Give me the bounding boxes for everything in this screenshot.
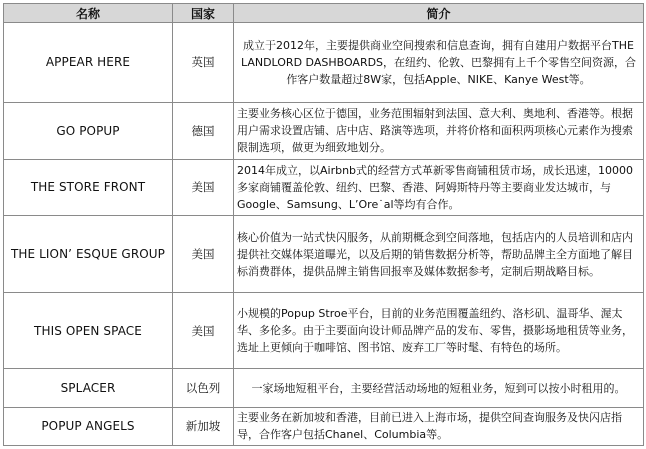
company-country: 德国 [173, 102, 234, 159]
company-name: THE STORE FRONT [4, 159, 173, 216]
company-country: 以色列 [173, 369, 234, 407]
company-country: 美国 [173, 216, 234, 293]
company-country: 新加坡 [173, 407, 234, 445]
comparison-table [3, 3, 644, 446]
company-country: 美国 [173, 159, 234, 216]
company-description: 核心价值为一站式快闪服务，从前期概念到空间落地，包括店内的人员培训和店内提供社交媒体渠道曝光，以及后期的销售数据分析等，帮助品牌主全方面地了解目标消费群体，提供品牌主销售回报率及媒体数据参考，定制后期战略目标。 [234, 216, 644, 293]
company-description: 主要业务核心区位于德国，业务范围辐射到法国、意大利、奥地利、香港等。根据用户需求设置店铺、店中店、路演等选项，并将价格和面积两项核心元素作为搜索限制选项，做更为细致地划分。 [234, 102, 644, 159]
company-description: 2014年成立，以Airbnb式的经营方式革新零售商铺租赁市场，成长迅速，10000多家商铺覆盖伦敦、纽约、巴黎、香港、阿姆斯特丹等主要商业发达城市，与Google、Samsung、L’Ore˙al等均有合作。 [234, 159, 644, 216]
table-row [4, 23, 644, 103]
company-name: SPLACER [4, 369, 173, 407]
table-row [4, 292, 644, 369]
company-name: THIS OPEN SPACE [4, 292, 173, 369]
company-country: 英国 [173, 23, 234, 103]
company-name: THE LION’ ESQUE GROUP [4, 216, 173, 293]
company-description: 小规模的Popup Stroe平台，目前的业务范围覆盖纽约、洛杉矶、温哥华、渥太华、多伦多。由于主要面向设计师品牌产品的发布、零售，摄影场地租赁等业务，选址上更倾向于咖啡馆、图书馆、废弃工厂等时髦、有特色的场所。 [234, 292, 644, 369]
table-row [4, 159, 644, 216]
header-name: 名称 [4, 4, 173, 23]
table-row [4, 216, 644, 293]
header-row [4, 4, 644, 23]
table-row [4, 369, 644, 407]
company-description: 成立于2012年，主要提供商业空间搜索和信息查询，拥有自建用户数据平台THE LANDLORD DASHBOARDS，在纽约、伦敦、巴黎拥有上千个零售空间资源，合作客户数量超过8W家，包括Apple、NIKE、Kanye West等。 [234, 23, 644, 103]
company-description: 主要业务在新加坡和香港，目前已进入上海市场，提供空间查询服务及快闪店指导，合作客户包括Chanel、Columbia等。 [234, 407, 644, 445]
company-name: APPEAR HERE [4, 23, 173, 103]
header-country: 国家 [173, 4, 234, 23]
company-name: POPUP ANGELS [4, 407, 173, 445]
company-country: 美国 [173, 292, 234, 369]
table-row [4, 407, 644, 445]
table-row [4, 102, 644, 159]
company-name: GO POPUP [4, 102, 173, 159]
company-description: 一家场地短租平台，主要经营活动场地的短租业务，短到可以按小时租用的。 [234, 369, 644, 407]
header-description: 简介 [234, 4, 644, 23]
